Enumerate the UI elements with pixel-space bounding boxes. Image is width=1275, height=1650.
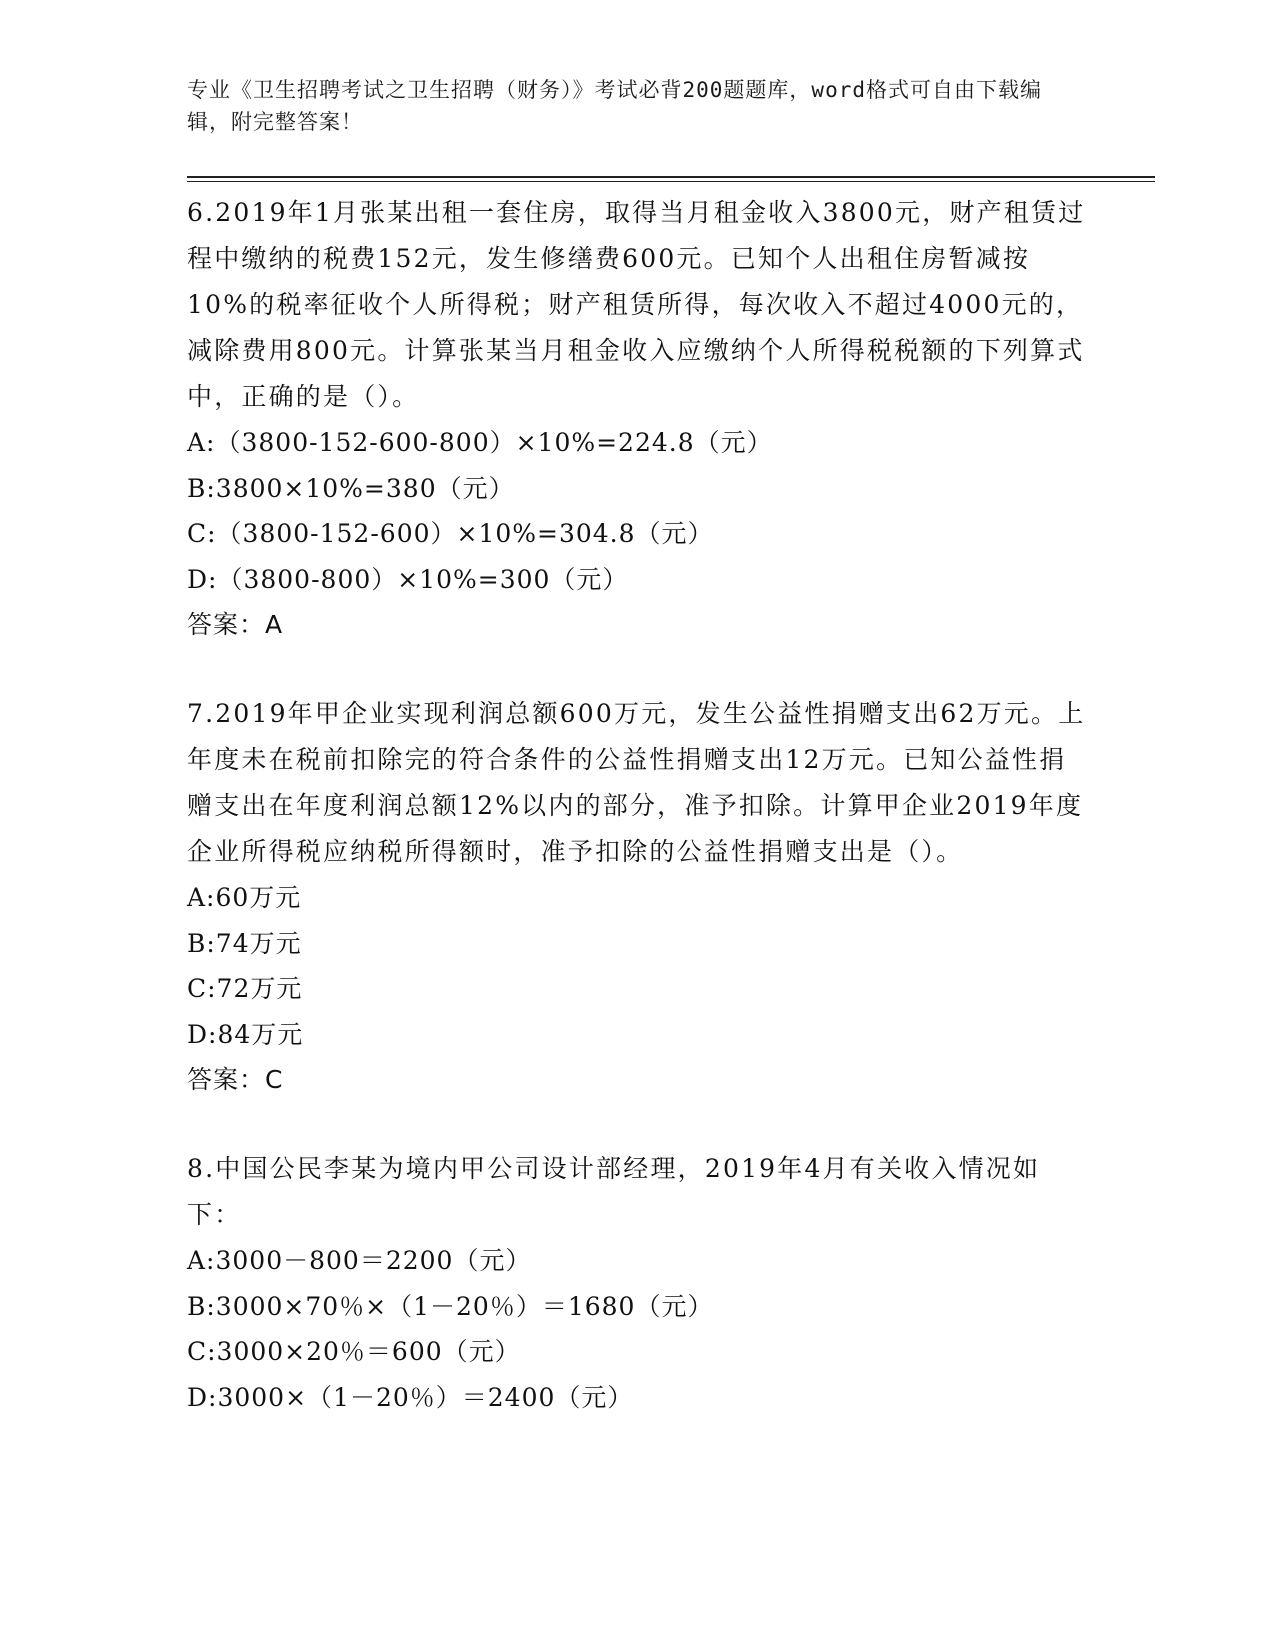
question-stem: 6.2019年1月张某出租一套住房，取得当月租金收入3800元，财产租赁过程中缴纳的税费152元，发生修缮费600元。已知个人出租住房暂减按10%的税率征收个人所得税；财产租赁所得，每次收入不超过4000元的，减除费用800元。计算张某当月租金收入应缴纳个人所得税税额的下列算式中，正确的是（）。 bbox=[187, 198, 1086, 411]
option-d: D:3000×（1－20％）＝2400（元） bbox=[187, 1382, 634, 1412]
question-spacer bbox=[187, 1103, 1092, 1146]
header-divider-thin bbox=[187, 181, 1155, 182]
option-c: C:72万元 bbox=[187, 974, 303, 1003]
option-d: D:（3800-800）×10%=300（元） bbox=[187, 564, 629, 594]
option-d: D:84万元 bbox=[187, 1019, 304, 1049]
option-c: C:（3800-152-600）×10%=304.8（元） bbox=[187, 519, 714, 548]
option-a: A:（3800-152-600-800）×10%=224.8（元） bbox=[187, 428, 773, 457]
option-a: A:3000－800＝2200（元） bbox=[187, 1246, 532, 1275]
question-list bbox=[187, 190, 1092, 1420]
document-header: 专业《卫生招聘考试之卫生招聘（财务）》考试必背200题题库，word格式可自由下载编辑，附完整答案！ bbox=[187, 78, 1042, 134]
question-7 bbox=[187, 691, 1092, 1103]
header-divider-thick bbox=[187, 176, 1155, 178]
option-b: B:3000×70％×（1－20％）＝1680（元） bbox=[187, 1291, 714, 1321]
question-8 bbox=[187, 1146, 1092, 1420]
option-b: B:3800×10%=380（元） bbox=[187, 473, 515, 503]
question-stem: 8.中国公民李某为境内甲公司设计部经理，2019年4月有关收入情况如下： bbox=[187, 1154, 1041, 1229]
question-stem: 7.2019年甲企业实现利润总额600万元，发生公益性捐赠支出62万元。上年度未在税前扣除完的符合条件的公益性捐赠支出12万元。已知公益性捐赠支出在年度利润总额12%以内的部分，准予扣除。计算甲企业2019年度企业所得税应纳税所得额时，准予扣除的公益性捐赠支出是（）。 bbox=[187, 699, 1086, 866]
question-spacer bbox=[187, 648, 1092, 691]
option-c: C:3000×20％＝600（元） bbox=[187, 1337, 521, 1366]
answer-label: 答案：A bbox=[187, 610, 284, 639]
option-b: B:74万元 bbox=[187, 928, 302, 958]
option-a: A:60万元 bbox=[187, 883, 302, 912]
answer-label: 答案：C bbox=[187, 1065, 284, 1094]
question-6 bbox=[187, 190, 1092, 648]
